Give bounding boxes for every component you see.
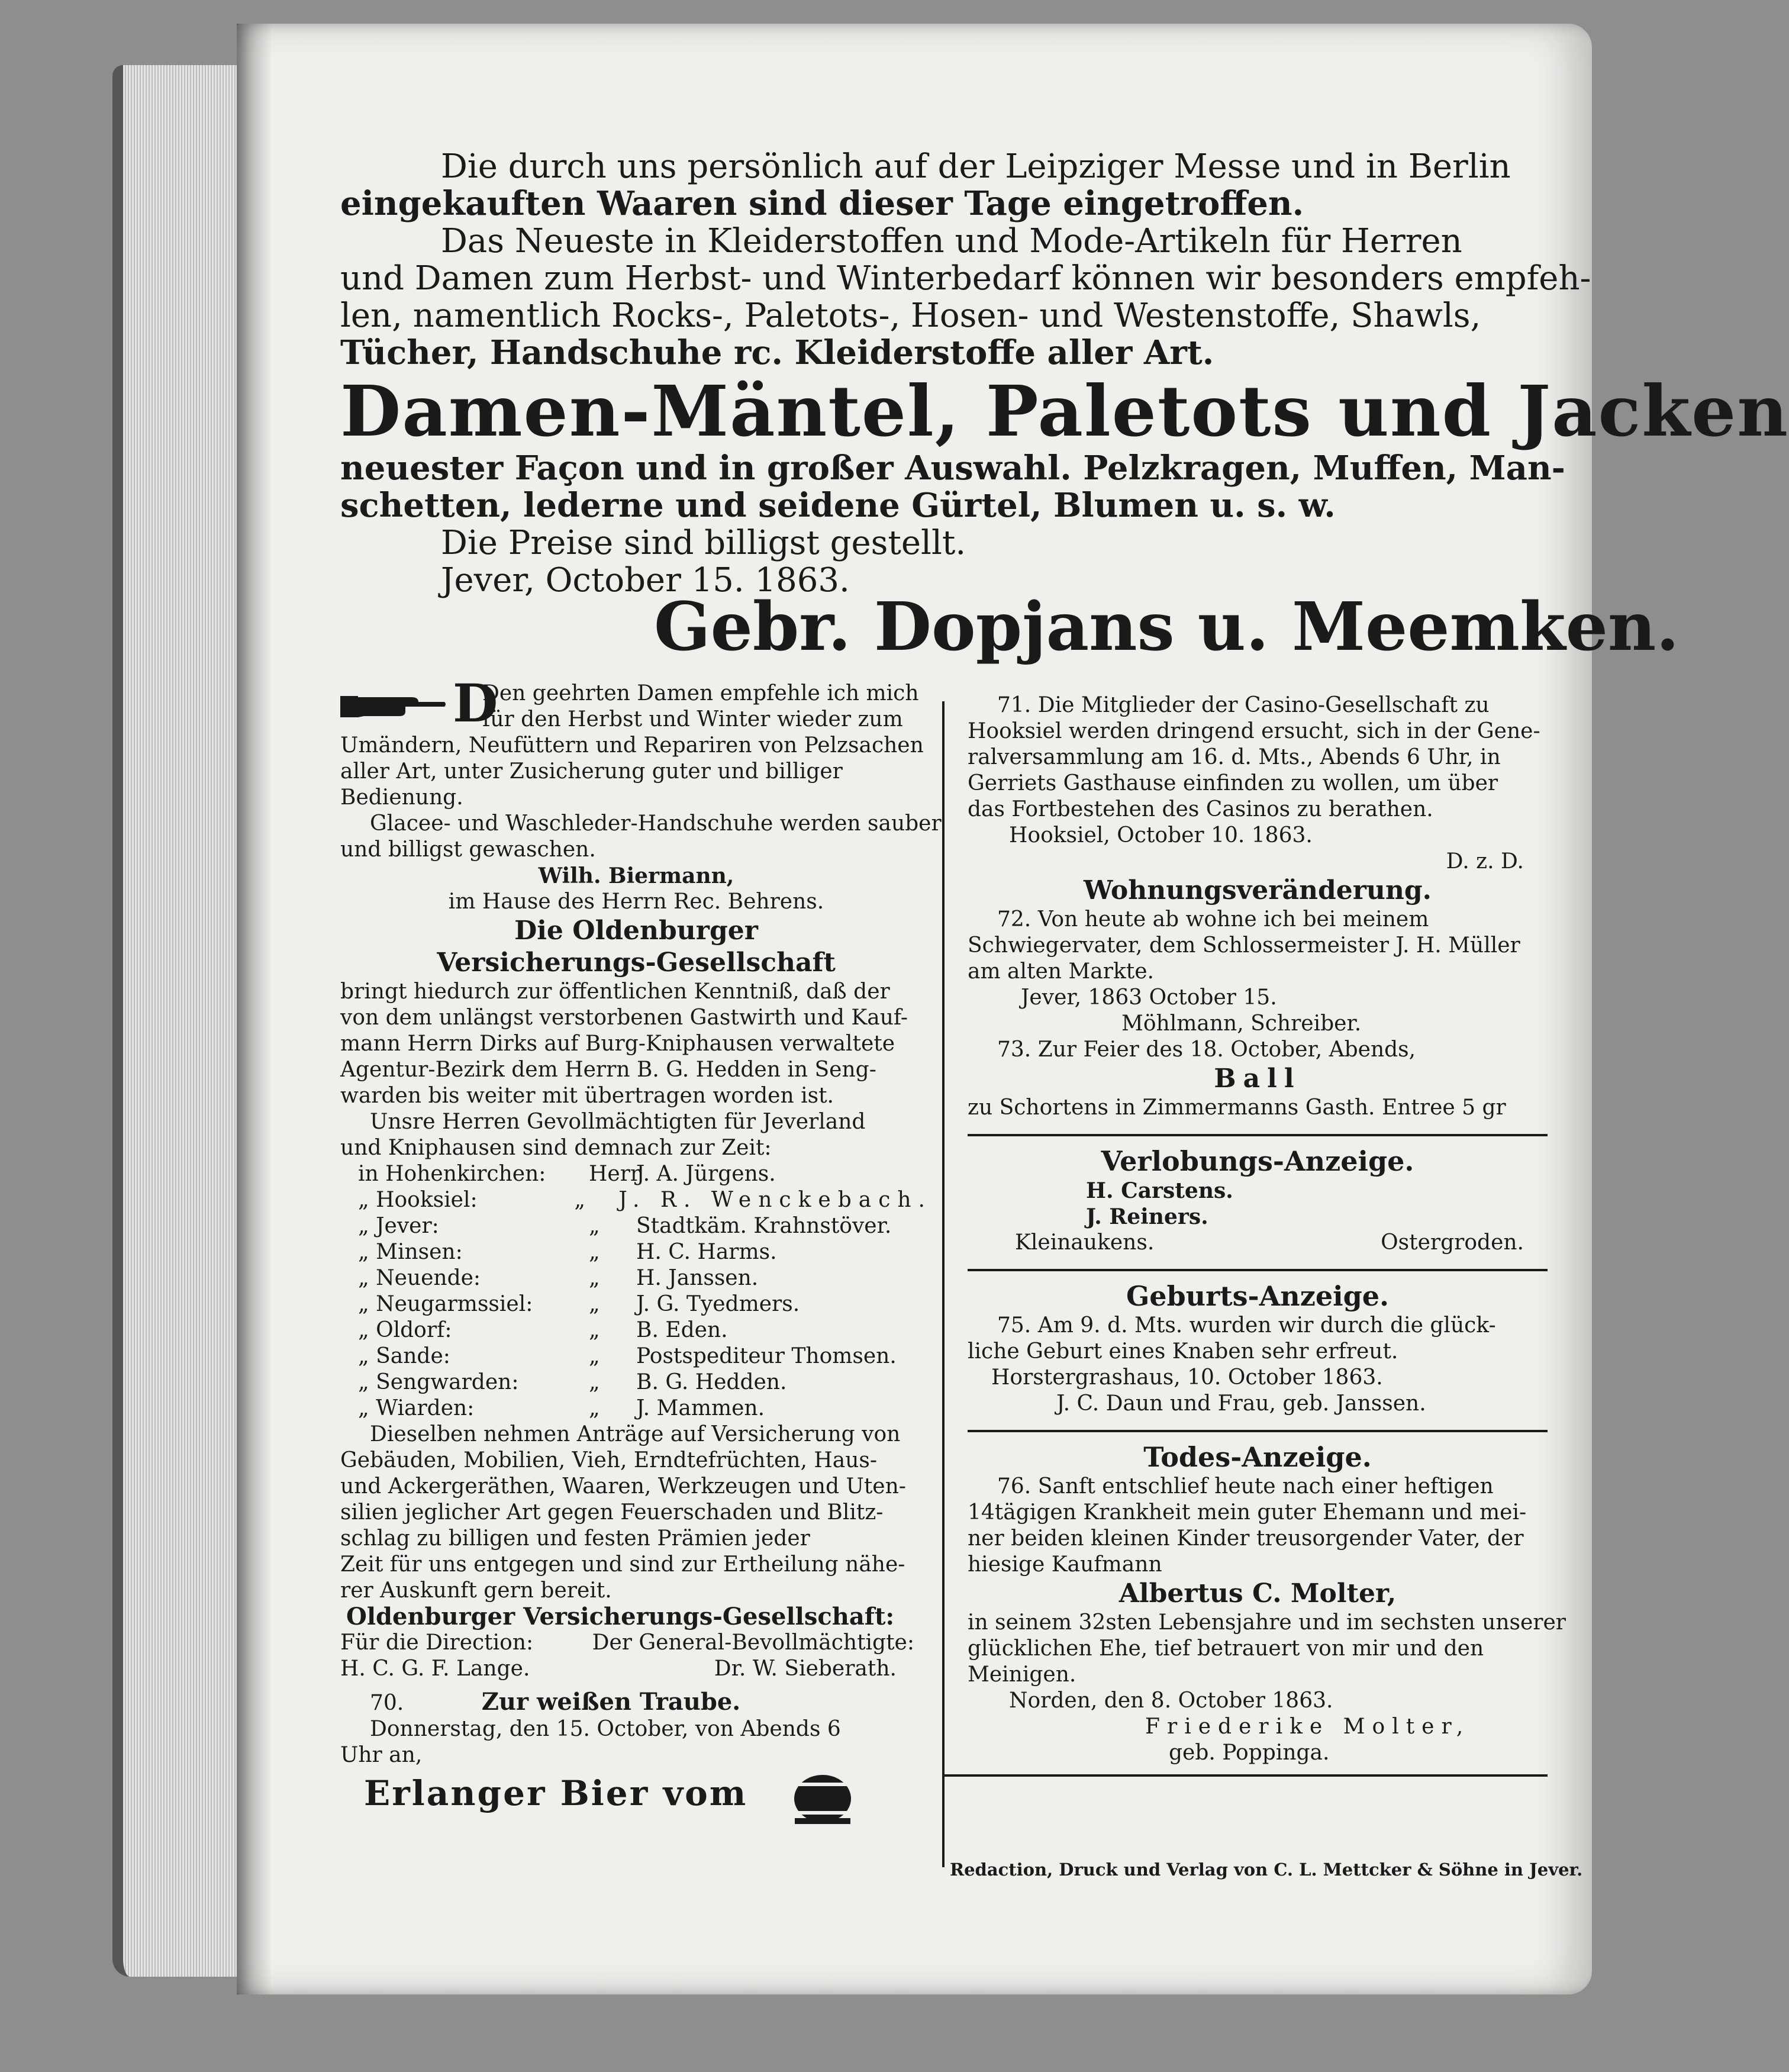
section-rule [968, 1269, 1548, 1271]
insurance-line: schlag zu billigen und festen Prämien jeder [340, 1526, 810, 1551]
ad-line: Tücher, Handschuhe rc. Kleiderstoffe aller Art. [340, 333, 1214, 372]
general-agent-label: Der General-Bevollmächtigte: [592, 1630, 914, 1655]
agent-row [358, 1187, 932, 1213]
casino-line: Gerriets Gasthause einfinden zu wollen, um über [968, 771, 1498, 795]
agent-name: B. G. Hedden. [636, 1370, 787, 1394]
agent-place: „ Sengwarden: [358, 1370, 519, 1394]
insurance-ad [340, 915, 932, 1682]
wohnung-line: 72. Von heute ab wohne ich bei meinem [997, 907, 1429, 932]
agent-place: „ Neugarmssiel: [358, 1292, 533, 1316]
agent-name: H. Janssen. [636, 1266, 759, 1290]
insurance-footer: Oldenburger Versicherungs-Gesellschaft: [346, 1603, 895, 1630]
traube-line: Donnerstag, den 15. October, von Abends 6 [370, 1717, 841, 1741]
ad-line: Die Preise sind billigst gestellt. [441, 524, 966, 562]
casino-line: 71. Die Mitglieder der Casino-Gesellschaft zu [997, 693, 1490, 717]
pelz-signature: Wilh. Biermann, [538, 863, 734, 888]
agent-title: Herr [589, 1162, 641, 1186]
geburt-notice [968, 1280, 1548, 1417]
beer-line: Erlanger Bier vom [364, 1773, 748, 1813]
wohnung-notice [968, 875, 1548, 1037]
ad-line: Das Neueste in Kleiderstoffen und Mode-Artikeln für Herren [441, 222, 1462, 260]
insurance-title-2: Versicherungs-Gesellschaft [437, 948, 836, 978]
ball-line: zu Schortens in Zimmermanns Gasth. Entree 5 gr [968, 1095, 1506, 1120]
agent-row [358, 1213, 932, 1239]
casino-line: Hooksiel werden dringend ersucht, sich in der Gene- [968, 719, 1540, 743]
agent-title: „ [589, 1292, 600, 1316]
todes-line: 14tägigen Krankheit mein guter Ehemann und mei- [968, 1500, 1527, 1525]
verlobung-place: Kleinaukens. [1015, 1230, 1155, 1255]
agent-title: „ [589, 1318, 600, 1342]
agent-row [358, 1291, 932, 1317]
column-divider [942, 701, 945, 1867]
left-column [340, 672, 942, 1828]
geburt-date: Horstergrashaus, 10. October 1863. [991, 1365, 1383, 1390]
traube-ad [340, 1689, 932, 1828]
agent-row [358, 1343, 932, 1369]
ball-line: 73. Zur Feier des 18. October, Abends, [997, 1037, 1416, 1062]
casino-line: ralversammlung am 16. d. Mts., Abends 6 Uhr, in [968, 745, 1501, 769]
geburt-title: Geburts-Anzeige. [1126, 1280, 1390, 1312]
agent-place: „ Minsen: [358, 1240, 463, 1264]
casino-notice [968, 692, 1548, 875]
insurance-line: Zeit für uns entgegen und sind zur Ertheilung nähe- [340, 1552, 905, 1577]
agent-title: „ [589, 1370, 600, 1394]
pelz-line: für den Herbst und Winter wieder zum [482, 707, 903, 732]
ball-notice [968, 1037, 1548, 1121]
spine-shadow [237, 24, 272, 1994]
agent-name: J. Mammen. [636, 1396, 765, 1420]
todes-line: Meinigen. [968, 1662, 1076, 1687]
wohnung-date: Jever, 1863 October 15. [1021, 985, 1277, 1010]
agent-name: Stadtkäm. Krahnstöver. [636, 1214, 892, 1238]
agent-place: „ Sande: [358, 1344, 450, 1368]
agent-row [358, 1317, 932, 1343]
ad-line: und Damen zum Herbst- und Winterbedarf können wir besonders empfeh- [340, 259, 1591, 298]
geburt-line: liche Geburt eines Knaben sehr erfreut. [968, 1339, 1398, 1364]
agent-title: „ [589, 1266, 600, 1290]
verlobung-title: Verlobungs-Anzeige. [1101, 1145, 1414, 1177]
direction-label: Für die Direction: [340, 1630, 534, 1655]
insurance-line: von dem unlängst verstorbenen Gastwirth und Kauf- [340, 1006, 908, 1030]
todes-line: ner beiden kleinen Kinder treusorgender Vater, der [968, 1526, 1524, 1551]
verlobung-place: Ostergroden. [1381, 1230, 1524, 1255]
pelz-line: Bedienung. [340, 785, 463, 810]
insurance-line: und Kniphausen sind demnach zur Zeit: [340, 1136, 772, 1160]
ad-line: eingekauften Waaren sind dieser Tage eingetroffen. [340, 184, 1304, 223]
agent-title: „ [589, 1214, 600, 1238]
insurance-line: und Ackergeräthen, Waaren, Werkzeugen und Uten- [340, 1474, 906, 1499]
agents-list [340, 1161, 932, 1422]
todes-line: 76. Sanft entschlief heute nach einer heftigen [997, 1474, 1494, 1499]
agent-row [358, 1369, 932, 1396]
agent-name: H. C. Harms. [636, 1240, 777, 1264]
todes-line: hiesige Kaufmann [968, 1552, 1162, 1577]
agent-place: „ Wiarden: [358, 1396, 475, 1420]
agent-row [358, 1396, 932, 1422]
todes-line: in seinem 32sten Lebensjahre und im sechsten unserer [968, 1610, 1566, 1635]
pelz-line: und billigst gewaschen. [340, 837, 596, 862]
ad-line: schetten, lederne und seidene Gürtel, Blumen u. s. w. [340, 486, 1336, 525]
todes-date: Norden, den 8. October 1863. [1009, 1688, 1333, 1713]
section-rule [968, 1134, 1548, 1136]
casino-date: Hooksiel, October 10. 1863. [1009, 823, 1313, 848]
agent-name: Postspediteur Thomsen. [636, 1344, 897, 1368]
pelz-line: Umändern, Neufüttern und Repariren von Pelzsachen [340, 733, 924, 758]
ad-top-part2 [340, 449, 1565, 600]
signature-sieberath: Dr. W. Sieberath. [714, 1657, 897, 1681]
agent-place: in Hohenkirchen: [358, 1162, 546, 1186]
ad-line: neuester Façon und in großer Auswahl. Pelzkragen, Muffen, Man- [340, 449, 1565, 488]
ball-title: Ball [1214, 1064, 1301, 1094]
agent-title: „ [574, 1188, 586, 1212]
geburt-line: 75. Am 9. d. Mts. wurden wir durch die glück- [997, 1313, 1496, 1338]
todes-signature: Friederike Molter, [1145, 1715, 1471, 1739]
todes-name: Albertus C. Molter, [1118, 1578, 1397, 1609]
ad-line: Jever, October 15. 1863. [441, 561, 850, 600]
verlobung-name: J. Reiners. [1086, 1204, 1208, 1229]
pelz-ad [340, 672, 942, 915]
insurance-line: silien jeglicher Art gegen Feuerschaden und Blitz- [340, 1500, 884, 1525]
insurance-line: warden bis weiter mit übertragen worden ist. [340, 1084, 834, 1108]
wohnung-signature: Möhlmann, Schreiber. [1121, 1011, 1362, 1036]
agent-place: „ Hooksiel: [358, 1188, 478, 1212]
verlobung-name: H. Carstens. [1086, 1178, 1233, 1203]
traube-number: 70. [370, 1691, 404, 1715]
drop-cap: D [453, 672, 498, 734]
section-rule [968, 1430, 1548, 1432]
agent-row [358, 1161, 932, 1187]
ad-line: len, namentlich Rocks-, Paletots-, Hosen- und Westenstoffe, Shawls, [340, 297, 1481, 335]
geburt-signature: J. C. Daun und Frau, geb. Janssen. [1056, 1391, 1426, 1416]
insurance-line: Dieselben nehmen Anträge auf Versicherung von [370, 1422, 901, 1446]
casino-line: das Fortbestehen des Casinos zu berathen. [968, 797, 1433, 821]
agent-place: „ Jever: [358, 1214, 439, 1238]
agent-title: „ [589, 1396, 600, 1420]
agent-title: „ [589, 1240, 600, 1264]
insurance-line: Gebäuden, Mobilien, Vieh, Erndtefrüchten, Haus- [340, 1448, 878, 1472]
agent-row [358, 1265, 932, 1291]
verlobung-notice [968, 1145, 1548, 1256]
todes-line: glücklichen Ehe, tief betrauert von mir und den [968, 1636, 1484, 1661]
pelz-line-first: Den geehrten Damen empfehle ich mich [482, 681, 919, 705]
firm-name: Gebr. Dopjans u. Meemken. [654, 588, 1680, 666]
agent-place: „ Oldorf: [358, 1318, 452, 1342]
insurance-line: rer Auskunft gern bereit. [340, 1578, 612, 1603]
casino-signature: D. z. D. [1446, 849, 1524, 874]
pelz-address: im Hause des Herrn Rec. Behrens. [448, 890, 824, 914]
barrel-icon [790, 1772, 855, 1825]
todes-title: Todes-Anzeige. [1143, 1441, 1372, 1473]
insurance-line: Unsre Herren Gevollmächtigten für Jeverland [370, 1110, 866, 1134]
wohnung-line: Schwiegervater, dem Schlossermeister J. H. Müller [968, 933, 1520, 958]
wohnung-line: am alten Markte. [968, 959, 1154, 984]
todes-signature: geb. Poppinga. [1169, 1741, 1330, 1765]
agent-name: J. G. Tyedmers. [636, 1292, 800, 1316]
agent-place: „ Neuende: [358, 1266, 481, 1290]
insurance-line: mann Herrn Dirks auf Burg-Kniphausen verwaltete [340, 1032, 895, 1056]
ad-headline: Damen-Mäntel, Paletots und Jacken [340, 370, 1789, 452]
right-column [968, 692, 1566, 1783]
agent-row [358, 1239, 932, 1265]
insurance-line: bringt hiedurch zur öffentlichen Kenntniß, daß der [340, 979, 890, 1004]
traube-line: Uhr an, [340, 1743, 423, 1767]
pelz-line: aller Art, unter Zusicherung guter und billiger [340, 759, 843, 784]
agent-name: B. Eden. [636, 1318, 728, 1342]
ad-top [340, 147, 1591, 372]
agent-title: „ [589, 1344, 600, 1368]
signature-lange: H. C. G. F. Lange. [340, 1657, 530, 1681]
agent-name: J. R. Wenckebach. [618, 1188, 932, 1212]
pelz-line: Glacee- und Waschleder-Handschuhe werden sauber [370, 811, 942, 836]
ad-line: Die durch uns persönlich auf der Leipziger Messe und in Berlin [441, 147, 1511, 186]
section-rule [944, 1774, 1548, 1777]
traube-title: Zur weißen Traube. [481, 1688, 741, 1716]
imprint: Redaction, Druck und Verlag von C. L. Mettcker & Söhne in Jever. [950, 1860, 1583, 1880]
wohnung-title: Wohnungsveränderung. [1084, 875, 1432, 906]
insurance-line: Agentur-Bezirk dem Herrn B. G. Hedden in Seng- [340, 1058, 876, 1082]
agent-name: J. A. Jürgens. [636, 1162, 776, 1186]
todes-notice [968, 1441, 1566, 1766]
insurance-title-1: Die Oldenburger [514, 916, 758, 946]
